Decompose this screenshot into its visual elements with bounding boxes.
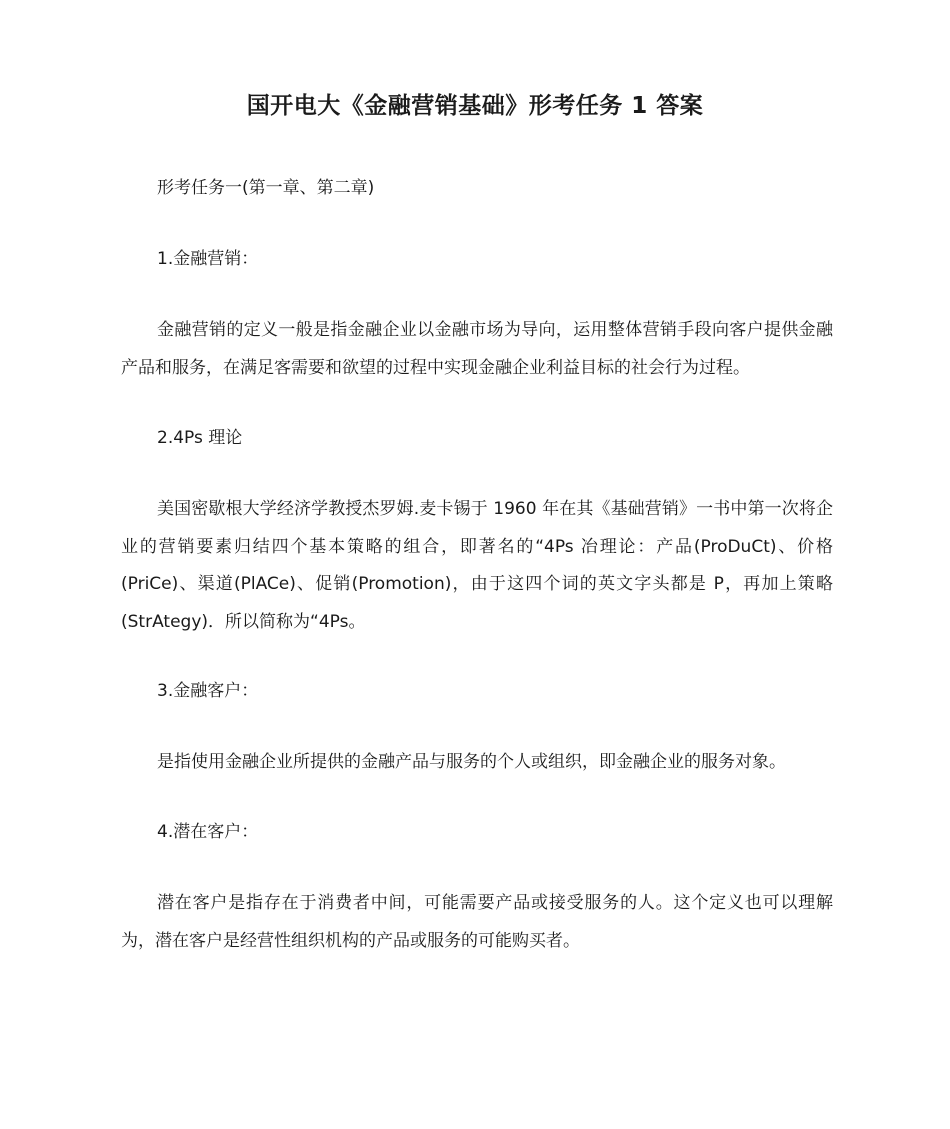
term-heading-potential-customer: 4.潜在客户： bbox=[157, 822, 259, 842]
definition-financial-customer: 是指使用金融企业所提供的金融产品与服务的个人或组织，即金融企业的服务对象。 bbox=[157, 752, 786, 772]
document-title: 国开电大《金融营销基础》形考任务 1 答案 bbox=[246, 93, 704, 119]
definition-financial-marketing: 金融营销的定义一般是指金融企业以金融市场为导向，运用整体营销手段向客户提供金融产品和服务，在满足客需要和欲望的过程中实现金融企业利益目标的社会行为过程。 bbox=[121, 320, 833, 378]
term-heading-4ps: 2.4Ps 理论 bbox=[157, 428, 243, 448]
term-heading-financial-customer: 3.金融客户： bbox=[157, 681, 259, 701]
term-heading-financial-marketing: 1.金融营销： bbox=[157, 249, 259, 269]
task-heading: 形考任务一(第一章、第二章) bbox=[157, 178, 375, 198]
definition-4ps: 美国密歇根大学经济学教授杰罗姆.麦卡锡于 1960 年在其《基础营销》一书中第一次将企业的营销要素归结四个基本策略的组合，即著名的“4Ps 冶理论：产品(ProDuCt)、价格(PriCe)、渠道(PlACe)、促销(Promotion)，由于这四个词的英文字头都是 P，再加上策略(StrAtegy)．所以简称为“4Ps。 bbox=[121, 499, 833, 632]
definition-potential-customer: 潜在客户是指存在于消费者中间，可能需要产品或接受服务的人。这个定义也可以理解为，潜在客户是经营性组织机构的产品或服务的可能购买者。 bbox=[121, 893, 833, 951]
